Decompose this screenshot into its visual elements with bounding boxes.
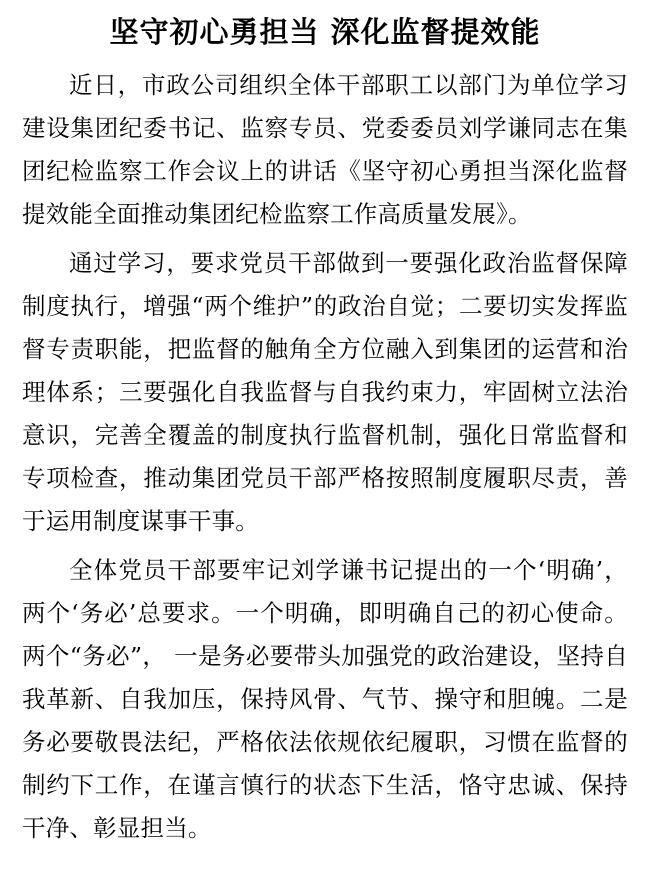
paragraph-3: 全体党员干部要牢记刘学谦书记提出的一个‘明确’，两个‘务必’总要求。一个明确，即明确自己的初心使命。两个“务必”， 一是务必要带头加强党的政治建设，坚持自我革新、自我加压，保持风骨、气节、操守和胆魄。二是务必要敬畏法纪，严格依法依规依纪履职，习惯在监督的制约下工作，在谨言慎行的状态下生活，恪守忠诚、保持干净、彰显担当。 bbox=[22, 556, 628, 843]
paragraph-1: 近日，市政公司组织全体干部职工以部门为单位学习建设集团纪委书记、监察专员、党委委员刘学谦同志在集团纪检监察工作会议上的讲话《坚守初心勇担当深化监督提效能全面推动集团纪检监察工作高质量发展》。 bbox=[22, 71, 628, 229]
paragraph-2: 通过学习，要求党员干部做到一要强化政治监督保障制度执行，增强“两个维护”的政治自觉；二要切实发挥监督专责职能，把监督的触角全方位融入到集团的运营和治理体系；三要强化自我监督与自我约束力，牢固树立法治意识，完善全覆盖的制度执行监督机制，强化日常监督和专项检查，推动集团党员干部严格按照制度履职尽责，善于运用制度谋事干事。 bbox=[22, 249, 628, 536]
page-title: 坚守初心勇担当 深化监督提效能 bbox=[109, 15, 541, 49]
